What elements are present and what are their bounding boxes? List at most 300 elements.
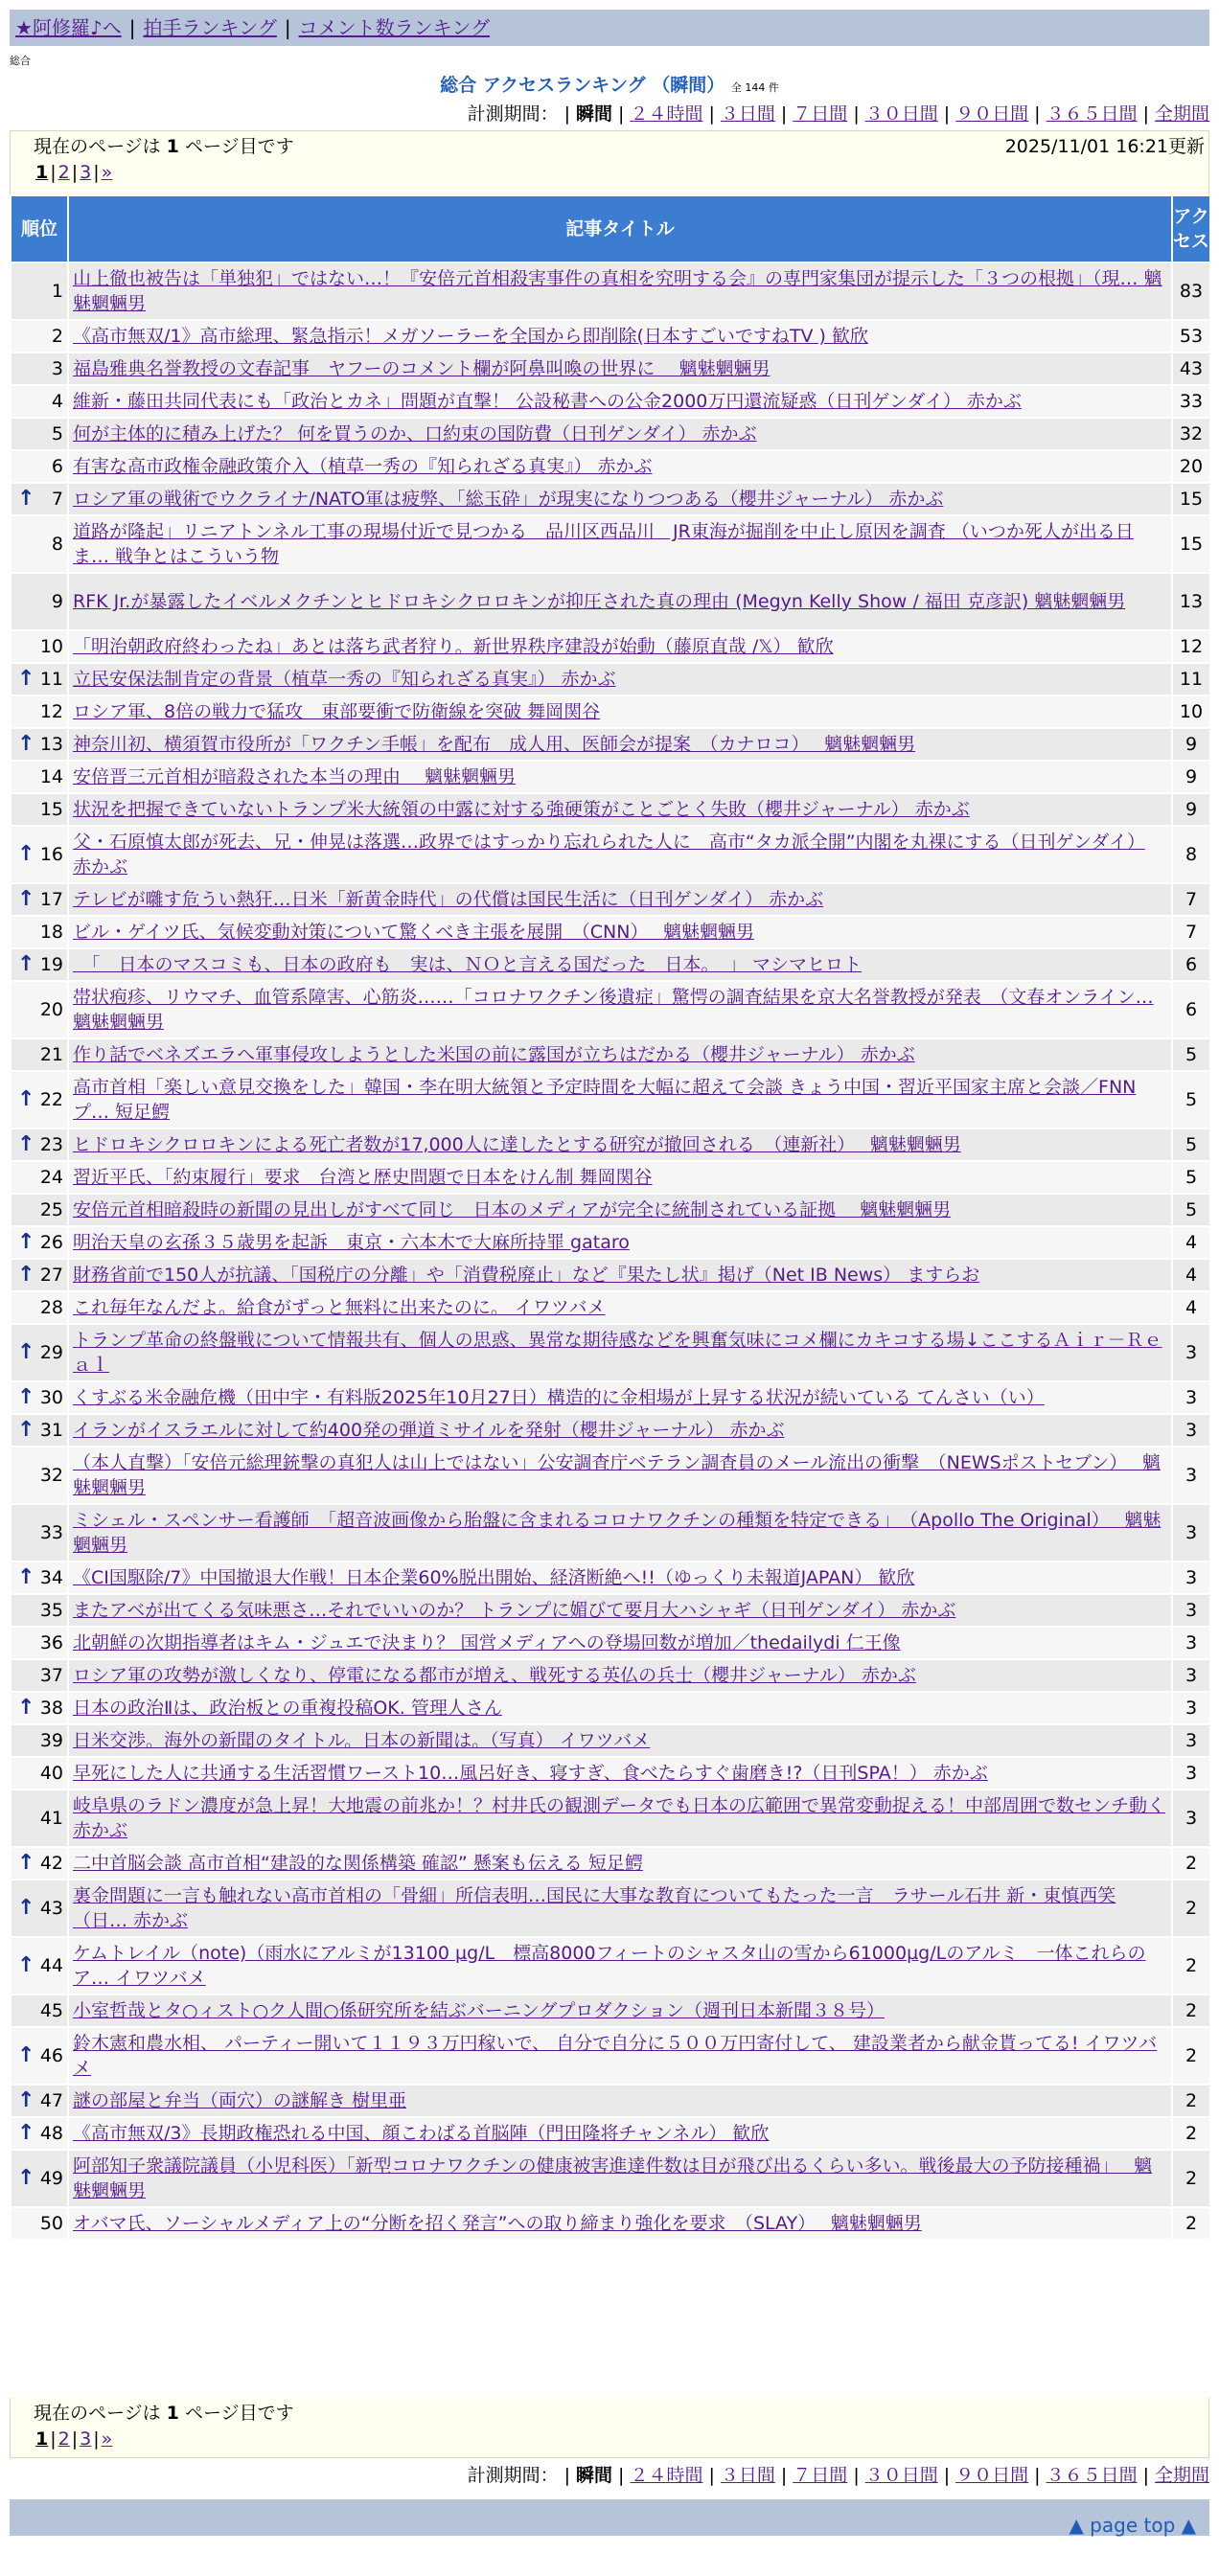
rank-number: 9: [51, 591, 63, 612]
header-rank: 順位: [11, 195, 68, 262]
table-row: [11, 630, 1210, 663]
rank-cell: [11, 793, 68, 826]
pager-separator: |: [93, 2428, 100, 2450]
period-separator: |: [943, 2465, 951, 2486]
access-count: 6: [1172, 981, 1210, 1038]
period-separator: |: [943, 103, 951, 125]
access-count: 2: [1172, 1937, 1210, 1995]
table-row: [11, 1627, 1210, 1659]
table-row: [11, 1291, 1210, 1324]
pager-page-link[interactable]: 2: [58, 162, 70, 183]
article-title-link[interactable]: 「明治朝政府終わったね」あとは落ち武者狩り。新世界秩序建設が始動（藤原直哉 /𝕏） 歓欣: [73, 636, 834, 657]
article-title-link[interactable]: ロシア軍の戦術でウクライナ/NATO軍は疲弊、「総玉砕」が現実になりつつある（櫻井ジャーナル） 赤かぶ: [73, 489, 944, 510]
bottom-period-link[interactable]: 全期間: [1154, 2465, 1209, 2486]
rank-up-arrow-icon: ↑: [17, 842, 35, 866]
nav-link-comment-ranking[interactable]: コメント数ランキング: [298, 16, 491, 39]
pager-page-link[interactable]: 3: [80, 162, 92, 183]
article-title-link[interactable]: またアベが出てくる気味悪さ…それでいいのか？ トランプに媚びて要月大ハシャギ（日刊ゲンダイ） 赤かぶ: [73, 1600, 956, 1621]
access-count: 2: [1172, 2027, 1210, 2085]
title-cell: [68, 1414, 1172, 1447]
table-row: [11, 1324, 1210, 1381]
table-row: [11, 1692, 1210, 1724]
rank-cell: [11, 948, 68, 981]
article-title-link[interactable]: 「 日本のマスコミも、日本の政府も 実は、ＮＯと言える国だった 日本。 」 マシマヒロト: [73, 954, 862, 975]
rank-up-arrow-icon: ↑: [17, 1565, 35, 1589]
title-cell: [68, 1161, 1172, 1194]
title-cell: [68, 1071, 1172, 1128]
rank-number: 39: [39, 1730, 63, 1751]
bottom-period-link[interactable]: ９０日間: [955, 2465, 1029, 2486]
rank-cell: [11, 573, 68, 630]
table-row: [11, 515, 1210, 573]
table-row: [11, 981, 1210, 1038]
rank-number: 12: [39, 701, 63, 722]
access-count: 5: [1172, 1128, 1210, 1161]
rank-cell: [11, 450, 68, 483]
rank-up-arrow-icon: ↑: [17, 667, 35, 691]
pager-next-link[interactable]: »: [101, 2428, 113, 2450]
rank-number: 16: [39, 844, 63, 865]
article-title-link[interactable]: 帯状疱疹、リウマチ、血管系障害、心筋炎……「コロナワクチン後遺症」驚愕の調査結果を京大名誉教授が発表 （文春オンライン… 魑魅魍魎男: [73, 987, 1154, 1033]
article-title-link[interactable]: ヒドロキシクロロキンによる死亡者数が17,000人に達したとする研究が撤回される （連新社） 魑魅魍魎男: [73, 1134, 961, 1155]
top-period-link[interactable]: ３６５日間: [1046, 103, 1138, 125]
access-count: 15: [1172, 483, 1210, 515]
table-row: [11, 1128, 1210, 1161]
rank-number: 44: [39, 1955, 63, 1976]
title-cell: [68, 981, 1172, 1038]
article-title-link[interactable]: 明治天皇の玄孫３５歳男を起訴 東京・六本木で大麻所持罪 gataro: [73, 1232, 630, 1253]
title-cell: [68, 353, 1172, 385]
nav-separator: |: [284, 16, 291, 39]
rank-cell: [11, 1381, 68, 1414]
table-row: [11, 1847, 1210, 1880]
article-title-link[interactable]: 早死にした人に共通する生活習慣ワースト10…風呂好き、寝すぎ、食べたらすぐ歯磨き!?（日刊SPA！） 赤かぶ: [73, 1763, 988, 1784]
title-cell: [68, 1627, 1172, 1659]
bottom-period-link[interactable]: ３６５日間: [1046, 2465, 1138, 2486]
article-title-link[interactable]: ケムトレイル（note)（雨水にアルミが13100 µg/L 標高8000フィートのシャスタ山の雪から61000µg/Lのアルミ 一体これらのア… イワツバメ: [73, 1943, 1146, 1989]
access-count: 7: [1172, 883, 1210, 916]
table-row: [11, 1038, 1210, 1071]
pagination-bottom: [10, 2398, 1209, 2458]
period-separator: |: [780, 103, 788, 125]
top-period-link[interactable]: ３日間: [720, 103, 775, 125]
rank-number: 23: [39, 1134, 63, 1155]
title-cell: [68, 2207, 1172, 2240]
period-separator: |: [618, 2465, 625, 2486]
title-cell: [68, 1291, 1172, 1324]
title-cell: [68, 1937, 1172, 1995]
rank-cell: [11, 1594, 68, 1627]
rank-cell: [11, 1692, 68, 1724]
rank-number: 5: [51, 423, 63, 445]
article-title-link[interactable]: 《CI国駆除/7》中国撤退大作戦！日本企業60%脱出開始、経済断絶へ!!（ゆっくり未報道JAPAN） 歓欣: [73, 1567, 915, 1588]
period-separator: |: [1142, 2465, 1149, 2486]
top-period-link[interactable]: ７日間: [793, 103, 848, 125]
bottom-period-link[interactable]: ２４時間: [630, 2465, 703, 2486]
article-title-link[interactable]: 何が主体的に積み上げた？ 何を買うのか、口約束の国防費（日刊ゲンダイ） 赤かぶ: [73, 423, 757, 445]
pager-separator: |: [50, 2428, 57, 2450]
table-row: [11, 1757, 1210, 1790]
rank-number: 3: [51, 358, 63, 379]
article-title-link[interactable]: 《高市無双/1》高市総理、緊急指示！メガソーラーを全国から即削除(日本すごいですねTV ) 歓欣: [73, 326, 868, 347]
table-row: [11, 2027, 1210, 2085]
rank-number: 49: [39, 2168, 63, 2189]
rank-number: 2: [51, 326, 63, 347]
total-count: 全 144 件: [730, 81, 779, 94]
article-title-link[interactable]: 裏金問題に一言も触れない高市首相の「骨細」所信表明…国民に大事な教育についてもたった一言 ラサール石井 新・東慎西笑（日… 赤かぶ: [73, 1885, 1116, 1931]
rank-number: 43: [39, 1898, 63, 1919]
title-cell: [68, 1324, 1172, 1381]
pager-current-page: 1: [35, 2428, 49, 2450]
access-count: 3: [1172, 1504, 1210, 1562]
period-separator: |: [564, 103, 571, 125]
top-period-link[interactable]: ３０日間: [864, 103, 938, 125]
access-count: 12: [1172, 630, 1210, 663]
article-title-link[interactable]: ビル・ゲイツ氏、気候変動対策について驚くべき主張を展開 （CNN） 魑魅魍魎男: [73, 922, 755, 943]
rank-cell: [11, 1161, 68, 1194]
pager-separator: |: [50, 162, 57, 183]
rank-number: 1: [51, 281, 63, 302]
rank-number: 7: [51, 489, 63, 510]
article-title-link[interactable]: 立民安保法制肯定の背景（植草一秀の『知られざる真実』） 赤かぶ: [73, 669, 616, 690]
rank-cell: [11, 1880, 68, 1937]
period-separator: |: [1142, 103, 1149, 125]
article-title-link[interactable]: 習近平氏、「約束履行」要求 台湾と歴史問題で日本をけん制 舞岡関谷: [73, 1167, 653, 1188]
article-title-link[interactable]: 状況を把握できていないトランプ米大統領の中露に対する強硬策がことごとく失敗（櫻井ジャーナル） 赤かぶ: [73, 799, 970, 820]
access-count: 4: [1172, 1291, 1210, 1324]
rank-cell: [11, 1038, 68, 1071]
article-title-link[interactable]: 日本の政治Ⅱは、政治板との重複投稿OK. 管理人さん: [73, 1698, 502, 1719]
rank-number: 22: [39, 1089, 63, 1110]
rank-number: 10: [39, 636, 63, 657]
rank-up-arrow-icon: ↑: [17, 1385, 35, 1409]
rank-cell: [11, 1627, 68, 1659]
access-count: 5: [1172, 1161, 1210, 1194]
rank-cell: [11, 1504, 68, 1562]
table-row: [11, 1995, 1210, 2027]
pager-page-link[interactable]: 3: [80, 2428, 92, 2450]
rank-number: 8: [51, 534, 63, 555]
rank-number: 38: [39, 1698, 63, 1719]
rank-cell: [11, 1226, 68, 1259]
access-count: 3: [1172, 1757, 1210, 1790]
table-row: [11, 1161, 1210, 1194]
rank-cell: [11, 695, 68, 728]
rank-up-arrow-icon: ↑: [17, 1851, 35, 1875]
access-count: 7: [1172, 916, 1210, 948]
access-count: 3: [1172, 1790, 1210, 1847]
nav-link-clap-ranking[interactable]: 拍手ランキング: [143, 16, 277, 39]
access-count: 32: [1172, 418, 1210, 450]
title-cell: [68, 883, 1172, 916]
rank-number: 20: [39, 999, 63, 1020]
table-row: [11, 385, 1210, 418]
article-title-link[interactable]: 神奈川初、横須賀市役所が「ワクチン手帳」を配布 成人用、医師会が提案 （カナロコ） 魑魅魍魎男: [73, 734, 916, 755]
top-period-link[interactable]: ９０日間: [955, 103, 1029, 125]
access-count: 20: [1172, 450, 1210, 483]
access-count: 33: [1172, 385, 1210, 418]
title-cell: [68, 695, 1172, 728]
rank-number: 41: [39, 1808, 63, 1829]
article-title-link[interactable]: 小室哲哉とタ○ィスト○ク人間○係研究所を結ぶバーニングプロダクション（週刊日本新聞３８号）: [73, 2000, 885, 2021]
table-row: [11, 1226, 1210, 1259]
article-title-link[interactable]: 阿部知子衆議院議員（小児科医）「新型コロナワクチンの健康被害進達件数は目が飛び出るくらい多い。戦後最大の予防接種禍」 魑魅魍魎男: [73, 2155, 1153, 2201]
access-count: 3: [1172, 1447, 1210, 1504]
access-count: 3: [1172, 1381, 1210, 1414]
access-count: 3: [1172, 1414, 1210, 1447]
rank-number: 33: [39, 1522, 63, 1543]
rank-up-arrow-icon: ↑: [17, 2166, 35, 2190]
title-cell: [68, 2085, 1172, 2117]
rank-cell: [11, 1324, 68, 1381]
article-title-link[interactable]: イランがイスラエルに対して約400発の弾道ミサイルを発射（櫻井ジャーナル） 赤かぶ: [73, 1420, 785, 1441]
title-cell: [68, 761, 1172, 793]
rank-cell: [11, 1071, 68, 1128]
title-cell: [68, 262, 1172, 320]
access-count: 3: [1172, 1324, 1210, 1381]
title-cell: [68, 728, 1172, 761]
page-top-link[interactable]: ▲ page top ▲: [1069, 2514, 1196, 2537]
rank-up-arrow-icon: ↑: [17, 1087, 35, 1111]
table-row: [11, 1880, 1210, 1937]
rank-number: 35: [39, 1600, 63, 1621]
article-title-link[interactable]: （本人直撃）「安倍元総理銃撃の真犯人は山上ではない」公安調査庁ベテラン調査員のメール流出の衝撃 （NEWSポストセブン） 魑魅魍魎男: [73, 1452, 1161, 1498]
article-title-link[interactable]: 高市首相「楽しい意見交換をした」韓国・李在明大統領と予定時間を大幅に超えて会談 きょう中国・習近平国家主席と会談／FNNプ… 短足鰐: [73, 1077, 1137, 1123]
article-title-link[interactable]: くすぶる米金融危機（田中宇・有料版2025年10月27日）構造的に金相場が上昇する状況が続いている てんさい（い）: [73, 1387, 1045, 1408]
access-count: 15: [1172, 515, 1210, 573]
rank-up-arrow-icon: ↑: [17, 1340, 35, 1364]
rank-cell: [11, 981, 68, 1038]
rank-up-arrow-icon: ↑: [17, 2043, 35, 2067]
article-title-link[interactable]: 謎の部屋と弁当（両穴）の謎解き 樹里亜: [73, 2090, 407, 2111]
bottom-period-link[interactable]: ３日間: [720, 2465, 775, 2486]
article-title-link[interactable]: 鈴木憲和農水相、 パーティー開いて１１９３万円稼いで、 自分で自分に５００万円寄付して、 建設業者から献金貰ってる! イワツバメ: [73, 2033, 1158, 2079]
table-row: [11, 695, 1210, 728]
period-selector-bottom: [468, 2463, 1209, 2488]
access-count: 3: [1172, 1627, 1210, 1659]
article-title-link[interactable]: RFK Jr.が暴露したイベルメクチンとヒドロキシクロロキンが抑圧された真の理由 (Megyn Kelly Show / 福田 克彦訳) 魑魅魍魎男: [73, 591, 1126, 612]
table-row: [11, 450, 1210, 483]
table-row: [11, 1594, 1210, 1627]
access-count: 2: [1172, 2150, 1210, 2207]
title-cell: [68, 385, 1172, 418]
access-count: 2: [1172, 2207, 1210, 2240]
title-cell: [68, 2027, 1172, 2085]
title-cell: [68, 793, 1172, 826]
table-row: [11, 2085, 1210, 2117]
rank-cell: [11, 1194, 68, 1226]
rank-cell: [11, 1259, 68, 1291]
pager-next-link[interactable]: »: [101, 162, 113, 183]
title-cell: [68, 418, 1172, 450]
bottom-period-link[interactable]: ３０日間: [864, 2465, 938, 2486]
table-row: [11, 1447, 1210, 1504]
rank-number: 14: [39, 766, 63, 787]
pagination-top: [10, 130, 1209, 194]
rank-cell: [11, 761, 68, 793]
rank-number: 4: [51, 391, 63, 412]
rank-number: 15: [39, 799, 63, 820]
pager-page-link[interactable]: 2: [58, 2428, 70, 2450]
article-title-link[interactable]: 岐阜県のラドン濃度が急上昇！大地震の前兆か！？村井氏の観測データでも日本の広範囲で異常変動捉える！中部周囲で数センチ動く 赤かぶ: [73, 1795, 1166, 1841]
table-row: [11, 1194, 1210, 1226]
title-cell: [68, 2117, 1172, 2150]
title-cell: [68, 1259, 1172, 1291]
title-cell: [68, 948, 1172, 981]
table-row: [11, 262, 1210, 320]
title-cell: [68, 1226, 1172, 1259]
title-cell: [68, 1692, 1172, 1724]
access-count: 2: [1172, 2085, 1210, 2117]
article-title-link[interactable]: 北朝鮮の次期指導者はキム・ジュエで決まり？ 国営メディアへの登場回数が増加／thedailydi 仁王像: [73, 1632, 901, 1653]
rank-cell: [11, 1790, 68, 1847]
article-title-link[interactable]: ロシア軍、8倍の戦力で猛攻 東部要衝で防衛線を突破 舞岡関谷: [73, 701, 601, 722]
top-period-link[interactable]: ２４時間: [630, 103, 703, 125]
current-page-prefix: 現在のページは: [34, 2403, 167, 2424]
rank-number: 30: [39, 1387, 63, 1408]
period-separator: |: [708, 2465, 715, 2486]
title-cell: [68, 1194, 1172, 1226]
rank-number: 24: [39, 1167, 63, 1188]
rank-number: 26: [39, 1232, 63, 1253]
title-cell: [68, 1995, 1172, 2027]
access-count: 3: [1172, 1724, 1210, 1757]
rank-cell: [11, 1937, 68, 1995]
nav-separator: |: [128, 16, 136, 39]
article-title-link[interactable]: 有害な高市政権金融政策介入（植草一秀の『知られざる真実』） 赤かぶ: [73, 456, 653, 477]
bottom-period-link[interactable]: ７日間: [793, 2465, 848, 2486]
article-title-link[interactable]: 安倍晋三元首相が暗殺された本当の理由 魑魅魍魎男: [73, 766, 517, 787]
article-title-link[interactable]: 二中首脳会談 高市首相“建設的な関係構築 確認” 懸案も伝える 短足鰐: [73, 1853, 643, 1874]
rank-number: 28: [39, 1297, 63, 1318]
article-title-link[interactable]: 日米交渉。海外の新聞のタイトル。日本の新聞は。（写真） イワツバメ: [73, 1730, 651, 1751]
rank-cell: [11, 728, 68, 761]
current-page-number: 1: [166, 2403, 179, 2424]
rank-cell: [11, 320, 68, 353]
title-cell: [68, 1790, 1172, 1847]
article-title-link[interactable]: 福島雅典名誉教授の文春記事 ヤフーのコメント欄が阿鼻叫喚の世界に 魑魅魍魎男: [73, 358, 770, 379]
title-cell: [68, 1038, 1172, 1071]
rank-cell: [11, 630, 68, 663]
rank-number: 19: [39, 954, 63, 975]
access-count: 10: [1172, 695, 1210, 728]
rank-number: 42: [39, 1853, 63, 1874]
rank-number: 31: [39, 1420, 63, 1441]
rank-cell: [11, 1291, 68, 1324]
period-separator: |: [1034, 103, 1041, 125]
rank-up-arrow-icon: ↑: [17, 952, 35, 976]
period-separator: |: [618, 103, 625, 125]
current-page-prefix: 現在のページは: [34, 136, 167, 157]
period-separator: |: [1034, 2465, 1041, 2486]
table-row: [11, 1504, 1210, 1562]
rank-cell: [11, 1757, 68, 1790]
rank-number: 27: [39, 1265, 63, 1286]
article-title-link[interactable]: 父・石原慎太郎が死去、兄・伸晃は落選…政界ではすっかり忘れられた人に 高市“タカ派全開”内閣を丸裸にする（日刊ゲンダイ） 赤かぶ: [73, 832, 1146, 878]
rank-cell: [11, 2207, 68, 2240]
header-title: 記事タイトル: [68, 195, 1172, 262]
title-cell: [68, 1757, 1172, 1790]
rank-cell: [11, 1414, 68, 1447]
article-title-link[interactable]: ミシェル・スペンサー看護師 「超音波画像から胎盤に含まれるコロナワクチンの種類を特定できる」 （Apollo The Original） 魑魅魍魎男: [73, 1510, 1162, 1556]
period-separator: |: [708, 103, 715, 125]
table-row: [11, 916, 1210, 948]
title-cell: [68, 826, 1172, 883]
title-cell: [68, 450, 1172, 483]
updated-timestamp: 2025/11/01 16:21更新: [1004, 136, 1205, 157]
period-label: 計測期間：: [467, 103, 559, 125]
rank-number: 40: [39, 1763, 63, 1784]
title-cell: [68, 1724, 1172, 1757]
table-row: [11, 2150, 1210, 2207]
table-row: [11, 761, 1210, 793]
access-count: 5: [1172, 1194, 1210, 1226]
title-cell: [68, 1381, 1172, 1414]
title-cell: [68, 916, 1172, 948]
article-title-link[interactable]: 維新・藤田共同代表にも「政治とカネ」問題が直撃！ 公設秘書への公金2000万円還流疑惑（日刊ゲンダイ） 赤かぶ: [73, 391, 1022, 412]
rank-cell: [11, 418, 68, 450]
rank-cell: [11, 385, 68, 418]
current-page-suffix: ページ目です: [178, 136, 294, 157]
rank-cell: [11, 515, 68, 573]
rank-cell: [11, 483, 68, 515]
access-count: 43: [1172, 353, 1210, 385]
table-row: [11, 883, 1210, 916]
article-title-link[interactable]: 財務省前で150人が抗議、「国税庁の分離」や「消費税廃止」など『果たし状』掲げ（Net IB News） ますらお: [73, 1265, 980, 1286]
period-label: 計測期間：: [467, 2465, 559, 2486]
access-count: 4: [1172, 1259, 1210, 1291]
rank-up-arrow-icon: ↑: [17, 1953, 35, 1977]
period-selector-top: [468, 102, 1209, 126]
access-count: 9: [1172, 728, 1210, 761]
table-row: [11, 728, 1210, 761]
top-period-link[interactable]: 全期間: [1154, 103, 1209, 125]
nav-link-asyura[interactable]: ★阿修羅♪へ: [15, 16, 122, 39]
table-row: [11, 1790, 1210, 1847]
article-title-link[interactable]: ロシア軍の攻勢が激しくなり、停電になる都市が増え、戦死する英仏の兵士（櫻井ジャーナル） 赤かぶ: [73, 1665, 916, 1686]
article-title-link[interactable]: 作り話でベネズエラへ軍事侵攻しようとした米国の前に露国が立ちはだかる（櫻井ジャーナル） 赤かぶ: [73, 1044, 915, 1065]
rank-cell: [11, 2150, 68, 2207]
article-title-link[interactable]: 山上徹也被告は「単独犯」ではない…！『安倍元首相殺害事件の真相を究明する会』の専門家集団が提示した「３つの根拠」（現… 魑魅魍魎男: [73, 268, 1162, 314]
rank-cell: [11, 353, 68, 385]
rank-number: 32: [39, 1465, 63, 1486]
pager-separator: |: [71, 162, 79, 183]
title-cell: [68, 483, 1172, 515]
article-title-link[interactable]: オバマ氏、ソーシャルメディア上の“分断を招く発言”への取り締まり強化を要求 （SLAY） 魑魅魍魎男: [73, 2213, 922, 2234]
current-page-text: [34, 2401, 1208, 2427]
table-row: [11, 948, 1210, 981]
article-title-link[interactable]: トランプ革命の終盤戦について情報共有、個人の思惑、異常な期待感などを興奮気味にコメ欄にカキコする場↓ここするＡｉｒ－Ｒｅａｌ: [73, 1330, 1162, 1376]
access-count: 9: [1172, 793, 1210, 826]
access-count: 3: [1172, 1692, 1210, 1724]
pager-separator: |: [93, 162, 100, 183]
access-count: 2: [1172, 1995, 1210, 2027]
rank-up-arrow-icon: ↑: [17, 732, 35, 756]
article-title-link[interactable]: 安倍元首相暗殺時の新聞の見出しがすべて同じ 日本のメディアが完全に統制されている証拠 魑魅魍魎男: [73, 1199, 952, 1220]
article-title-link[interactable]: これ毎年なんだよ。給食がずっと無料に出来たのに。 イワツバメ: [73, 1297, 606, 1318]
article-title-link[interactable]: 《高市無双/3》長期政権恐れる中国、顔こわばる首脳陣（門田隆将チャンネル） 歓欣: [73, 2123, 770, 2144]
ranking-table: [10, 194, 1211, 2241]
article-title-link[interactable]: 道路が隆起」リニアトンネル工事の現場付近で見つかる 品川区西品川 JR東海が掘削を中止し原因を調査 （いつか死人が出る日ま… 戦争とはこういう物: [73, 521, 1134, 567]
top-period-current: 瞬間: [576, 103, 613, 125]
access-count: 53: [1172, 320, 1210, 353]
table-row: [11, 1937, 1210, 1995]
period-separator: |: [780, 2465, 788, 2486]
access-count: 13: [1172, 573, 1210, 630]
rank-number: 29: [39, 1342, 63, 1363]
article-title-link[interactable]: テレビが囃す危うい熱狂…日米「新黄金時代」の代償は国民生活に（日刊ゲンダイ） 赤かぶ: [73, 889, 824, 910]
header-count: アクセス: [1172, 195, 1210, 262]
